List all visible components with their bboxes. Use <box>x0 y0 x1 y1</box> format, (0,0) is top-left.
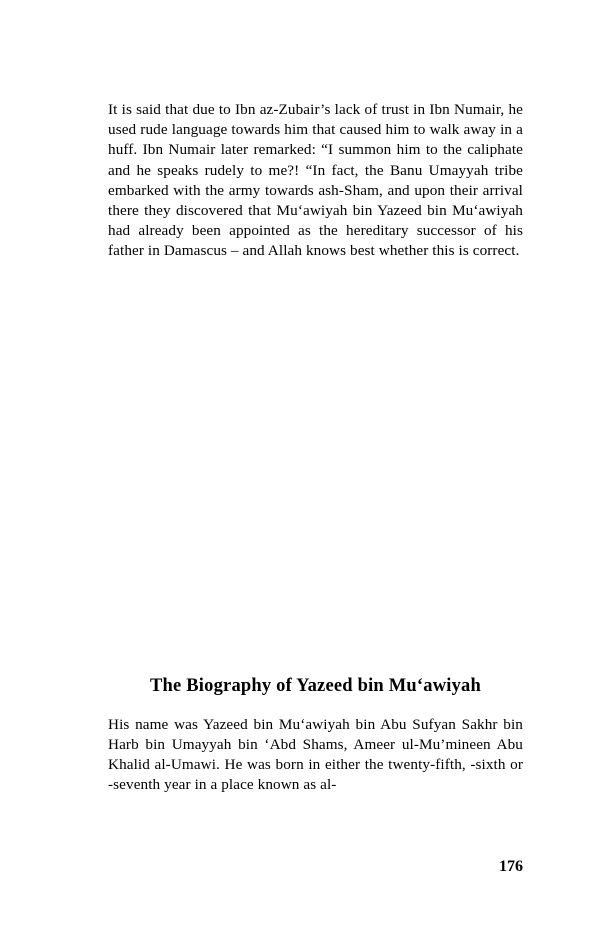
section-paragraph: His name was Yazeed bin Mu‘awiyah bin Abu Sufyan Sakhr bin Harb bin Umayyah bin ‘Abd Shams, Ameer ul-Mu’mineen Abu Khalid al-Umawi. He was born in either the twenty-fifth, -sixth or -seventh year in a place known as al- <box>108 715 523 794</box>
page-whitespace <box>108 262 523 676</box>
page-content <box>108 100 523 795</box>
body-paragraph: It is said that due to Ibn az-Zubair’s lack of trust in Ibn Numair, he used rude language towards him that caused him to walk away in a huff. Ibn Numair later remarked: “I summon him to the caliphate and he speaks rudely to me?! “In fact, the Banu Umayyah tribe embarked with the army towards ash-Sham, and upon their arrival there they discovered that Mu‘awiyah bin Yazeed bin Mu‘awiyah had already been appointed as the hereditary successor of his father in Damascus – and Allah knows best whether this is correct. <box>108 101 523 260</box>
section-heading: The Biography of Yazeed bin Mu‘awiyah <box>149 675 481 696</box>
page-number: 176 <box>499 858 523 875</box>
